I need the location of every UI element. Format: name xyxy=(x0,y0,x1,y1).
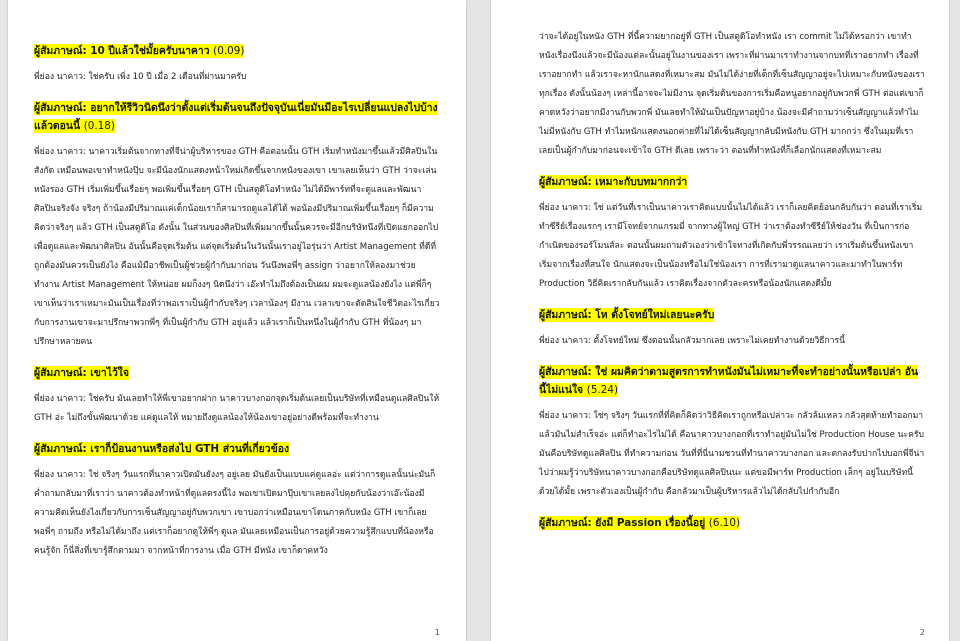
answer-paragraph: พี่ย่อง นาคาว: ใช่ครับ มันเลยทำให้พี่เขาอยากฝาก นาคาวบางกอกจุดเริ่มต้นเลยเป็นบริษัทที่เหมือนดูแลศิลปินให้ GTH อ่ะ ไม่ถึงขั้นพัฒนาด้วย แค่ดูแลให้ หมายถึงดูแลน้องให้น้องเขาอยู่อย่างดีพร้อมที่จะทำงาน xyxy=(34,394,440,423)
interviewer-question xyxy=(539,306,925,324)
interviewer-question xyxy=(34,42,440,60)
answer-paragraph: พี่ย่อง นาคาว: นาคาวเริ่มต้นจากทางที่จีน่าผู้บริหารของ GTH คือตอนนั้น GTH เริ่มทำหนังมาขึ้นแล้วมีศิลปินในสังกัด เหมือนพอเขาทำหนังปุ๊บ จะมีน้องนักแสดงหน้าใหม่เกิดขึ้นจากหนังของเขา เขาเลยเห็นว่า GTH ว่าจะเล่นหนังรอง GTH เริ่มเพิ่มขึ้นเรื่อยๆ พอเพิ่มขึ้นเรื่อยๆ GTH เป็นสตูดิโอทำหนัง ไม่ได้มีพาร์ทที่จะดูแลและพัฒนาศิลปินจริงจัง จริงๆ ถ้าน้องมีปริมาณแค่เด็กน้อยเราก็สามารถดูแลได้ได้ พอน้องมีปริมาณเพิ่มขึ้นเรื่อยๆ ก็มีความคิดว่าจริงๆ แล้ว GTH เป็นสตูดิโอ ดังนั้น ในส่วนของศิลปินที่เพิ่มมากขึ้นนั้นควรจะมีอีกบริษัทนึงที่เปิดแยกออกไปเพื่อดูแลและพัฒนาศิลปิน อันนั้นคือจุดเริ่มต้น แต่จุดเริ่มต้นในวันนั้นเราอยู่ไอรุ่นว่า Artist Management ที่ดีที่ถูกต้องมันควรเป็นยังไง คือแม้มือาชีพเป็นผู้ช่วยผู้กำกับมาก่อน วันนึงพอพี่ๆ assign ว่าอยากให้ลองมาช่วยทำงาน Artist Management ให้หน่อย ผมก็งงๆ นิดนึงว่า เอ๊ะทำไมถึงต้องเป็นผม ผมจะดูแลน้องยังไง แต่พี่ก็ๆ เขาเห็นว่าเราเหมาะมันเป็นเรื่องที่ว่าพอเราเป็นผู้กำกับจริงๆ เวลาน้องๆ มีงาน เวลาเขาจะตัดสินใจชีวิตอะไรเกี่ยวกับการงานเขาจะมาปรึกษาพวกพี่ๆ ที่เป็นผู้กำกับ GTH อยู่แล้ว แล้วเราก็เป็นหนึ่งในผู้กำกับ GTH ที่น้องๆ มาปรึกษาหลายคน xyxy=(34,147,440,347)
page-1-content xyxy=(34,42,440,561)
page-2-content xyxy=(539,28,925,532)
interviewer-question xyxy=(34,440,440,458)
highlighted-question-text: ผู้สัมภาษณ์: 10 ปีแล้วใช่มั้ยครับนาคาว (0.09) xyxy=(34,45,245,57)
timestamp: (6.10) xyxy=(708,517,741,529)
interviewer-question xyxy=(34,364,440,382)
interviewer-question xyxy=(539,363,925,399)
document-page-2 xyxy=(491,0,949,641)
highlighted-question-text: ผู้สัมภาษณ์: ใช่ ผมคิดว่าตามสูตรการทำหนังมันไม่เหมาะที่จะทำอย่างนั้นหรือเปล่า อันนี้ไม่แน่ใจ (5.24) xyxy=(539,366,919,396)
highlighted-question-text: ผู้สัมภาษณ์: เขาไว้ใจ xyxy=(34,367,129,379)
highlighted-question-text: ผู้สัมภาษณ์: โห ตั้งโจทย์ใหม่เลยนะครับ xyxy=(539,309,715,321)
document-page-1 xyxy=(8,0,466,641)
highlighted-question-text: ผู้สัมภาษณ์: เราก็ป้อนงานหรือส่งไป GTH ส่วนที่เกี่ยวข้อง xyxy=(34,443,290,455)
timestamp: (0.18) xyxy=(83,120,115,132)
answer-paragraph: พี่ย่อง นาคาว: ใช่ แต่วันที่เราเป็นนาคาวเราคิดแบบนั้นไม่ได้แล้ว เราก็เลยคิดย้อนกลับกันว่า ตอนที่เราเริ่มทำซีรีย์เรื่องแรกๆ เรามีโจทย์จากแกรมมี่ จากทางผู้ใหญ่ GTH ว่าเราต้องทำซีรีย์ให้ช่องวัน ที่เป็นการก่อกำเนิดของรอร์โมนส์ละ ตอนนั้นผมถามตัวเองว่าเข้าใจทางที่เกิดกับพี่วรรณเลยว่า เราเริ่มต้นขึ้นหนังเขาเริ่มจากเรื่องที่สนใจ นักแสดงจะเป็นน้องหรือไม่ใช่น้องเรา การที่เรามาดูแลนาคาวและมาทำในพาร์ท Production วิธีคิดเรากลับกันแล้ว เราคิดเรื่องจากตัวละครหรือน้องนักแสดงดีมั้ย xyxy=(539,203,923,289)
answer-paragraph: พี่ย่อง นาคาว: ใช่ๆ จริงๆ วันแรกที่ที่คิดก็คิดว่าวิธีคิดเราถูกหรือเปล่าวะ กลัวล้มเหลว กลัวสุดท้ายทำออกมาแล้วมันไม่สำเร็จอ่ะ แต่ก็ทำอะไรไม่ได้ คือนาคาวบางกอกที่เราทำอยู่มันไม่ใช่ Production House นะครับ มันคือบริษัทดูแลศิลปิน ที่ทำความก่อน วันที่ที่นี่นามชวนที่ทำนาคาวบางกอก และตกลงรับปากไปบอกพี่จีน่าไปว่าผมรู้ว่าบริษัทนาคาวบางกอกคือบริษัทดูแลศิลปินนะ แต่ขอมีพาร์ท Production เล็กๆ อยู่ในบริษัทนี้ด้วยได้มั้ย เพราะตัวเองเป็นผู้กำกับ คือกลัวมาเป็นผู้บริหารแล้วไม่ได้กลับไปกำกับอีก xyxy=(539,411,925,497)
timestamp: (0.09) xyxy=(213,45,245,57)
answer-paragraph: พี่ย่อง นาคาว: ใช่ครับ เพิ่ง 10 ปี เมื่อ 2 เดือนที่ผ่านมาครับ xyxy=(34,72,247,82)
highlighted-question-text: ผู้สัมภาษณ์: อยากให้รีวิวนิดนึงว่าตั้งแต่เริ่มต้นจนถึงปัจจุบันเนี่ยมันมีอะไรเปลี่ยนแปลงไปบ้างแล้วตอนนี้ (0.18) xyxy=(34,102,438,132)
timestamp: (5.24) xyxy=(586,384,619,396)
interviewer-question xyxy=(539,514,925,532)
page-number: 2 xyxy=(919,628,925,637)
answer-paragraph: พี่ย่อง นาคาว: ตั้งโจทย์ใหม่ ซึ่งตอนนั้นกลัวมากเลย เพราะไม่เคยทำงานด้วยวิธีการนี้ xyxy=(539,336,846,346)
page-number: 1 xyxy=(434,628,440,637)
highlighted-question-text: ผู้สัมภาษณ์: เหมาะกับบทมากกว่า xyxy=(539,176,688,188)
highlighted-question-text: ผู้สัมภาษณ์: ยังมี Passion เรื่องนี้อยู่ (6.10) xyxy=(539,517,741,529)
interviewer-question xyxy=(539,173,925,191)
answer-paragraph: พี่ย่อง นาคาว: ใช่ จริงๆ วันแรกที่นาคาวเปิดมันยังงๆ อยู่เลย มันยังเป็นแบบแค่ดูแลอ่ะ แต่ว่าการดูแลนั้นน่ะมันก็ค่ำถามกลับมาที่เราว่า นาคาวต้องทำหน้าที่ดูแลตรงนี้ไง พอเขาเปิดมาปุ๊บเขาเลยลงไปคุยกับน้องว่าเอ๊ะน้องมีความคิดเห็นยังไงเกี่ยวกับการเซ็นสัญญาอยู่กับพวกเขา เขาบอกว่าเหมือนเขาโดนภาคกับหนัง GTH เขาก็เลย พอพี่ๆ ถามถึง หรือไม่ได้มาถึง แต่เราก็อยากดูให้พี่ๆ ดูแล มันเลยเหมือนเป็นการอยู่ด้วยความรู้สึกแบบที่น้องหรือคนรู้จัก ก็นี่สิ่งที่เขารู้สึกตามมา จากหน้าที่การงาน เมื่อ GTH มีหนัง เขาก็ดาคหวัง xyxy=(34,470,436,556)
interviewer-question xyxy=(34,99,440,135)
answer-paragraph: ว่าจะได้อยู่ในหนัง GTH ที่นี้ความยากอยู่ที่ GTH เป็นสตูดิโอทำหนัง เรา commit ไม่ได้หรอกว่า เขาทำหนังเรื่องนึงแล้วจะมีน้องแต่ละนั้นอยู่ในงานของเรา เพราะที่ผ่านมาเราทำงานจากบทที่เราอยากทำ เรื่องที่เราอยากทำ แล้วเราจะหานักแสดงที่เหมาะสม มันไม่ได้ง่ายที่เด็กที่เซ็นสัญญาอยู่จะไปเหมาะกับหนังของเราทุกเรื่อง ดังนั้นน้องๆ เหล่านี้อาจจะไม่มีงาน จุดเริ่มต้นของการเริ่มคือหนูอยากอยู่กับพวกพี่ GTH ต่อแต่เขาก็คาดหวังว่าอยากมีงานกับพวกพี่ มันเลยทำให้มันเป็นปัญหาอยู่บ้าง น้องจะมีคำถามว่าเซ็นสัญญาแล้วทำไมไม่มีหนังกับ GTH ทำไมหนักแสดงนอกค่ายที่ไม่ได้เซ็นสัญญากลับมีหนังกับ GTH มากกว่า ซึ่งในมุมที่เราเลยเป็นผู้กำกับมาก่อนจะเข้าใจ GTH ดีเลย เพราะว่า ตอนที่ทำหนังที่ก็เลือกนักแสดงที่เหมาะสม xyxy=(539,32,925,156)
